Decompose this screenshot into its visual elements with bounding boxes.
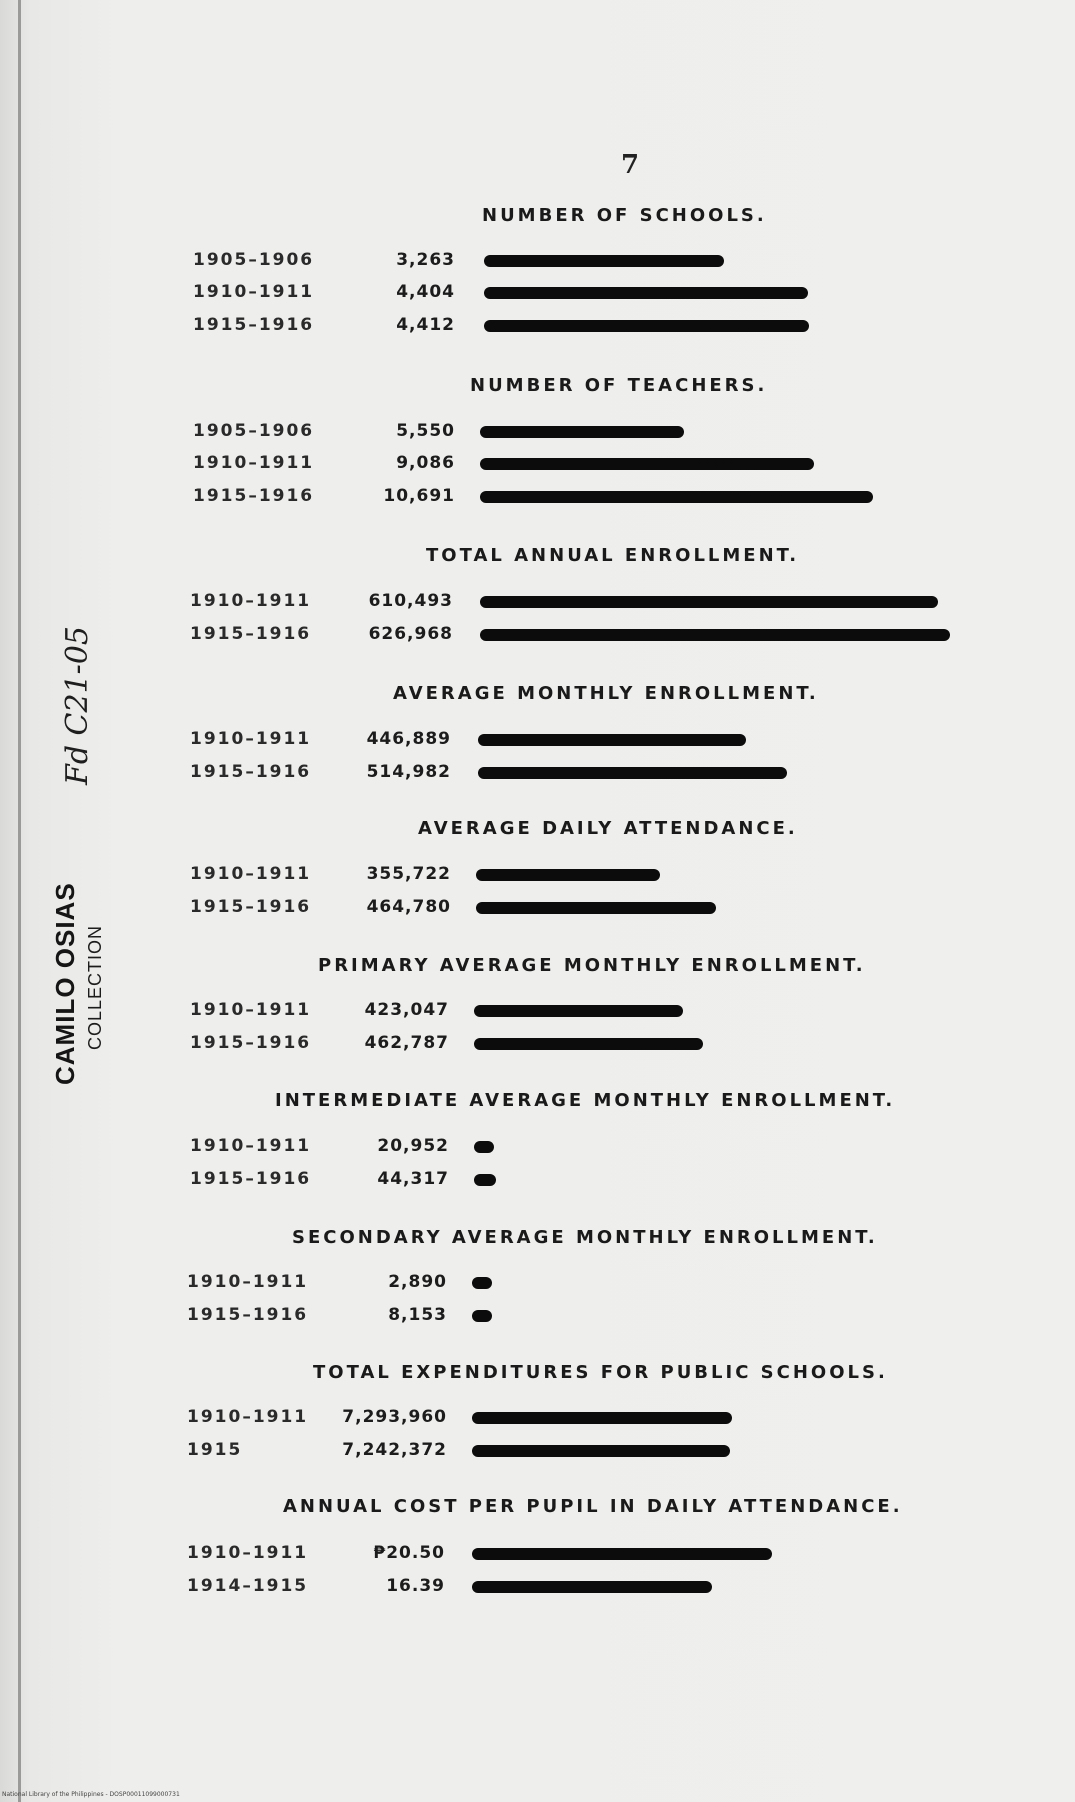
stamp-line-2: COLLECTION — [85, 924, 105, 1050]
row-bar — [476, 902, 716, 914]
row-bar — [472, 1548, 772, 1560]
row-value: 4,412 — [396, 315, 455, 335]
data-row — [193, 421, 893, 445]
row-bar — [472, 1310, 492, 1322]
row-period: 1915–1916 — [190, 1169, 312, 1189]
row-period: 1910–1911 — [190, 591, 312, 611]
row-bar — [480, 426, 684, 438]
row-period: 1914–1915 — [187, 1576, 309, 1596]
row-period: 1915–1916 — [187, 1305, 309, 1325]
section-title: NUMBER OF SCHOOLS. — [482, 205, 767, 226]
row-bar — [484, 287, 808, 299]
row-value: 7,242,372 — [342, 1440, 447, 1460]
data-row — [190, 1000, 964, 1024]
row-period: 1915–1916 — [193, 315, 315, 335]
page-edge-line — [18, 0, 21, 1802]
row-bar — [472, 1277, 492, 1289]
data-row — [190, 897, 966, 921]
data-row — [193, 486, 893, 510]
row-period: 1905–1906 — [193, 421, 315, 441]
row-period: 1910–1911 — [193, 282, 315, 302]
row-bar — [484, 255, 724, 267]
row-bar — [476, 869, 660, 881]
row-value: 514,982 — [366, 762, 451, 782]
row-value: 16.39 — [386, 1576, 445, 1596]
row-value: 8,153 — [388, 1305, 447, 1325]
section-title: AVERAGE DAILY ATTENDANCE. — [418, 818, 798, 839]
data-row — [190, 1169, 964, 1193]
row-bar — [478, 767, 787, 779]
data-row — [190, 591, 970, 615]
section-title: SECONDARY AVERAGE MONTHLY ENROLLMENT. — [292, 1227, 878, 1248]
page-number: 7 — [620, 150, 640, 180]
data-row — [187, 1543, 792, 1567]
row-value: 10,691 — [383, 486, 455, 506]
row-period: 1910–1911 — [190, 864, 312, 884]
row-value: 464,780 — [366, 897, 451, 917]
section-title: TOTAL EXPENDITURES FOR PUBLIC SCHOOLS. — [313, 1362, 888, 1383]
row-period: 1910–1911 — [187, 1407, 309, 1427]
row-bar — [474, 1038, 703, 1050]
row-value: 462,787 — [364, 1033, 449, 1053]
row-period: 1910–1911 — [190, 729, 312, 749]
row-period: 1910–1911 — [190, 1000, 312, 1020]
data-row — [187, 1576, 792, 1600]
row-bar — [480, 596, 938, 608]
row-value: ₱20.50 — [373, 1543, 445, 1563]
row-period: 1910–1911 — [190, 1136, 312, 1156]
row-value: 3,263 — [396, 250, 455, 270]
row-value: 4,404 — [396, 282, 455, 302]
row-period: 1915–1916 — [190, 624, 312, 644]
row-bar — [480, 629, 950, 641]
handwritten-note — [45, 560, 105, 790]
section-title: NUMBER OF TEACHERS. — [470, 375, 768, 396]
row-value: 9,086 — [396, 453, 455, 473]
footer-credit: National Library of the Philippines - DOSP00011099000731 — [2, 1791, 180, 1798]
row-bar — [474, 1141, 494, 1153]
data-row — [190, 624, 970, 648]
data-row — [190, 864, 966, 888]
data-row — [190, 729, 968, 753]
row-period: 1910–1911 — [187, 1543, 309, 1563]
row-bar — [472, 1581, 712, 1593]
row-period: 1915–1916 — [193, 486, 315, 506]
data-row — [193, 315, 829, 339]
data-row — [190, 762, 968, 786]
row-period: 1915–1916 — [190, 897, 312, 917]
data-row — [187, 1305, 962, 1329]
data-row — [193, 250, 829, 274]
data-row — [187, 1407, 752, 1431]
row-bar — [472, 1412, 732, 1424]
row-value: 7,293,960 — [342, 1407, 447, 1427]
row-bar — [478, 734, 746, 746]
row-period: 1905–1906 — [193, 250, 315, 270]
row-value: 2,890 — [388, 1272, 447, 1292]
row-value: 5,550 — [396, 421, 455, 441]
row-value: 44,317 — [377, 1169, 449, 1189]
row-bar — [480, 491, 873, 503]
handwritten-note-text: Fd C21-05 — [60, 626, 95, 785]
data-row — [190, 1136, 964, 1160]
data-row — [193, 453, 893, 477]
section-title: ANNUAL COST PER PUPIL IN DAILY ATTENDANCE. — [283, 1496, 903, 1517]
row-value: 446,889 — [366, 729, 451, 749]
section-title: TOTAL ANNUAL ENROLLMENT. — [426, 545, 800, 566]
data-row — [187, 1440, 752, 1464]
section-title: PRIMARY AVERAGE MONTHLY ENROLLMENT. — [318, 955, 866, 976]
row-value: 20,952 — [377, 1136, 449, 1156]
collection-stamp — [46, 830, 116, 1090]
data-row — [187, 1272, 962, 1296]
row-value: 626,968 — [368, 624, 453, 644]
row-period: 1915–1916 — [190, 1033, 312, 1053]
section-title: AVERAGE MONTHLY ENROLLMENT. — [393, 683, 819, 704]
row-period: 1915–1916 — [190, 762, 312, 782]
row-value: 610,493 — [368, 591, 453, 611]
row-bar — [472, 1445, 730, 1457]
row-value: 355,722 — [366, 864, 451, 884]
row-bar — [474, 1174, 496, 1186]
row-period: 1915 — [187, 1440, 243, 1460]
stamp-line-1: CAMILO OSIAS — [50, 882, 80, 1085]
row-value: 423,047 — [364, 1000, 449, 1020]
data-row — [190, 1033, 964, 1057]
section-title: INTERMEDIATE AVERAGE MONTHLY ENROLLMENT. — [275, 1090, 896, 1111]
data-row — [193, 282, 829, 306]
row-bar — [480, 458, 814, 470]
row-bar — [484, 320, 809, 332]
row-bar — [474, 1005, 683, 1017]
row-period: 1910–1911 — [187, 1272, 309, 1292]
row-period: 1910–1911 — [193, 453, 315, 473]
